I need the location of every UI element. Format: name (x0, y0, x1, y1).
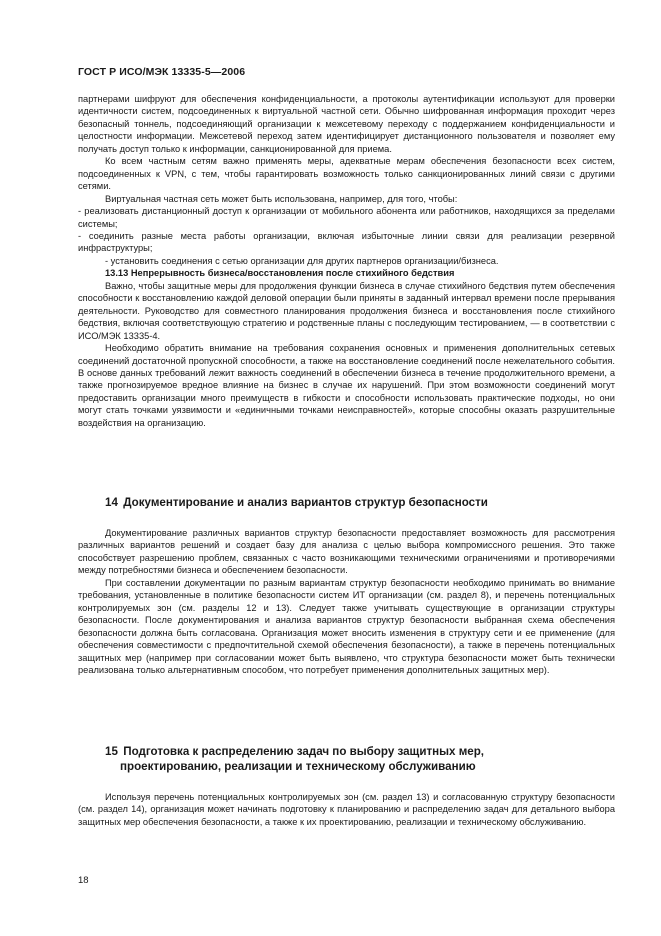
list-item: - реализовать дистанционный доступ к организации от мобильного абонента или работников, находящихся за пределами системы; (78, 206, 615, 229)
page-number: 18 (78, 875, 89, 886)
paragraph: партнерами шифруют для обеспечения конфиденциальности, а протоколы аутентификации используют для проверки идентичности систем, подсоединенных к виртуальной частной сети. Обычно шифрованная информация проходит через безопасный тоннель, подсоединяющий организации к межсетевому переходу с поддержанием конфиденциальности и целостности информации. Межсетевой переход затем идентифицирует дистанционного пользователя и позволяет ему получать доступ только к информации, санкционированной для приема. (78, 94, 615, 154)
paragraph: Используя перечень потенциальных контролируемых зон (см. раздел 13) и согласованную структуру безопасности (см. раздел 14), организация может начинать подготовку к планированию и распределению задач для детального выбора защитных мер обеспечения безопасности, а также к их проектированию, реализации и техническому обслуживанию. (78, 792, 615, 827)
section-number: 15 (105, 745, 118, 758)
text-block-section-14 (78, 527, 615, 676)
paragraph: Необходимо обратить внимание на требования сохранения основных и применения дополнительных сетевых соединений достаточной пропускной способности, а также на восстановление соединений после нежелательного события. В основе данных требований лежит важность соединений в обеспечении бизнеса в течение продолжительного времени, а также прогнозируемое вредное влияние на бизнес в случае их нарушений. При этом возможности соединений могут предоставить организации много преимуществ в гибкости и способности использовать практические подходы, но они могут стать точками уязвимости и «единичными точками неисправностей», которые способны оказать разрушительные воздействия на организацию. (78, 343, 615, 428)
text-block-vpn (78, 93, 615, 429)
section-15-heading (105, 745, 615, 774)
paragraph: Документирование различных вариантов структур безопасности предоставляет возможность для рассмотрения различных вариантов решений и создает базу для анализа с целью выбора компромиссного решения. Это также способствует разрешению проблем, связанных с часто возникающими техническими ограничениями и противоречиями между потребностями бизнеса и обеспечением безопасности. (78, 528, 615, 576)
paragraph: При составлении документации по разным вариантам структур безопасности необходимо принимать во внимание требования, установленные в политике безопасности систем ИТ организации (см. раздел 8), и перечень потенциальных контролируемых зон (см. разделы 12 и 13). Следует также учитывать существующие в организации структуры безопасности. После документирования и анализа вариантов структур безопасности выбранная схема обеспечения безопасности должна быть согласована. Организация может вносить изменения в структуру сети и ее применение (для обеспечения совместимости с предпочтительной схемой обеспечения безопасности), а также в перечень потенциальных защитных мер (например при согласовании может быть выявлено, что структура безопасности может быть технически реализована только альтернативным способом, что потребует применения дополнительных защитных мер). (78, 577, 615, 675)
section-14-heading (105, 496, 615, 511)
section-title-line: проектированию, реализации и техническому обслуживанию (120, 759, 476, 773)
section-number: 14 (105, 496, 118, 509)
section-title: Документирование и анализ вариантов структур безопасности (123, 496, 488, 509)
paragraph: Виртуальная частная сеть может быть использована, например, для того, чтобы: (105, 193, 458, 204)
document-header: ГОСТ Р ИСО/МЭК 13335-5—2006 (78, 66, 246, 78)
list-item: - соединить разные места работы организации, включая избыточные линии связи для реализации резервной инфраструктуры; (78, 230, 615, 254)
subsection-heading: 13.13 Непрерывность бизнеса/восстановления после стихийного бедствия (105, 268, 455, 279)
paragraph: Ко всем частным сетям важно применять меры, адекватные мерам обеспечения безопасности всех систем, подсоединенных к VPN, с тем, чтобы гарантировать возможность только санкционированных линий связи с другими сетями. (78, 156, 615, 192)
paragraph: Важно, чтобы защитные меры для продолжения функции бизнеса в случае стихийного бедствия путем обеспечения способности к восстановлению каждой деловой операции были приняты в заданный интервал времени после прерывания деятельности. Руководство для совместного планирования продолжения бизнеса и восстановления после стихийного бедствия, включая соответствующую стратегию и родственные планы с последующим тестированием, — в соответствии с ИСО/МЭК 13335-4. (78, 280, 615, 341)
section-title-line: Подготовка к распределению задач по выбору защитных мер, (123, 745, 485, 758)
list-item: - установить соединения с сетью организации для других партнеров организации/бизнеса. (105, 255, 499, 266)
text-block-section-15 (78, 791, 615, 828)
